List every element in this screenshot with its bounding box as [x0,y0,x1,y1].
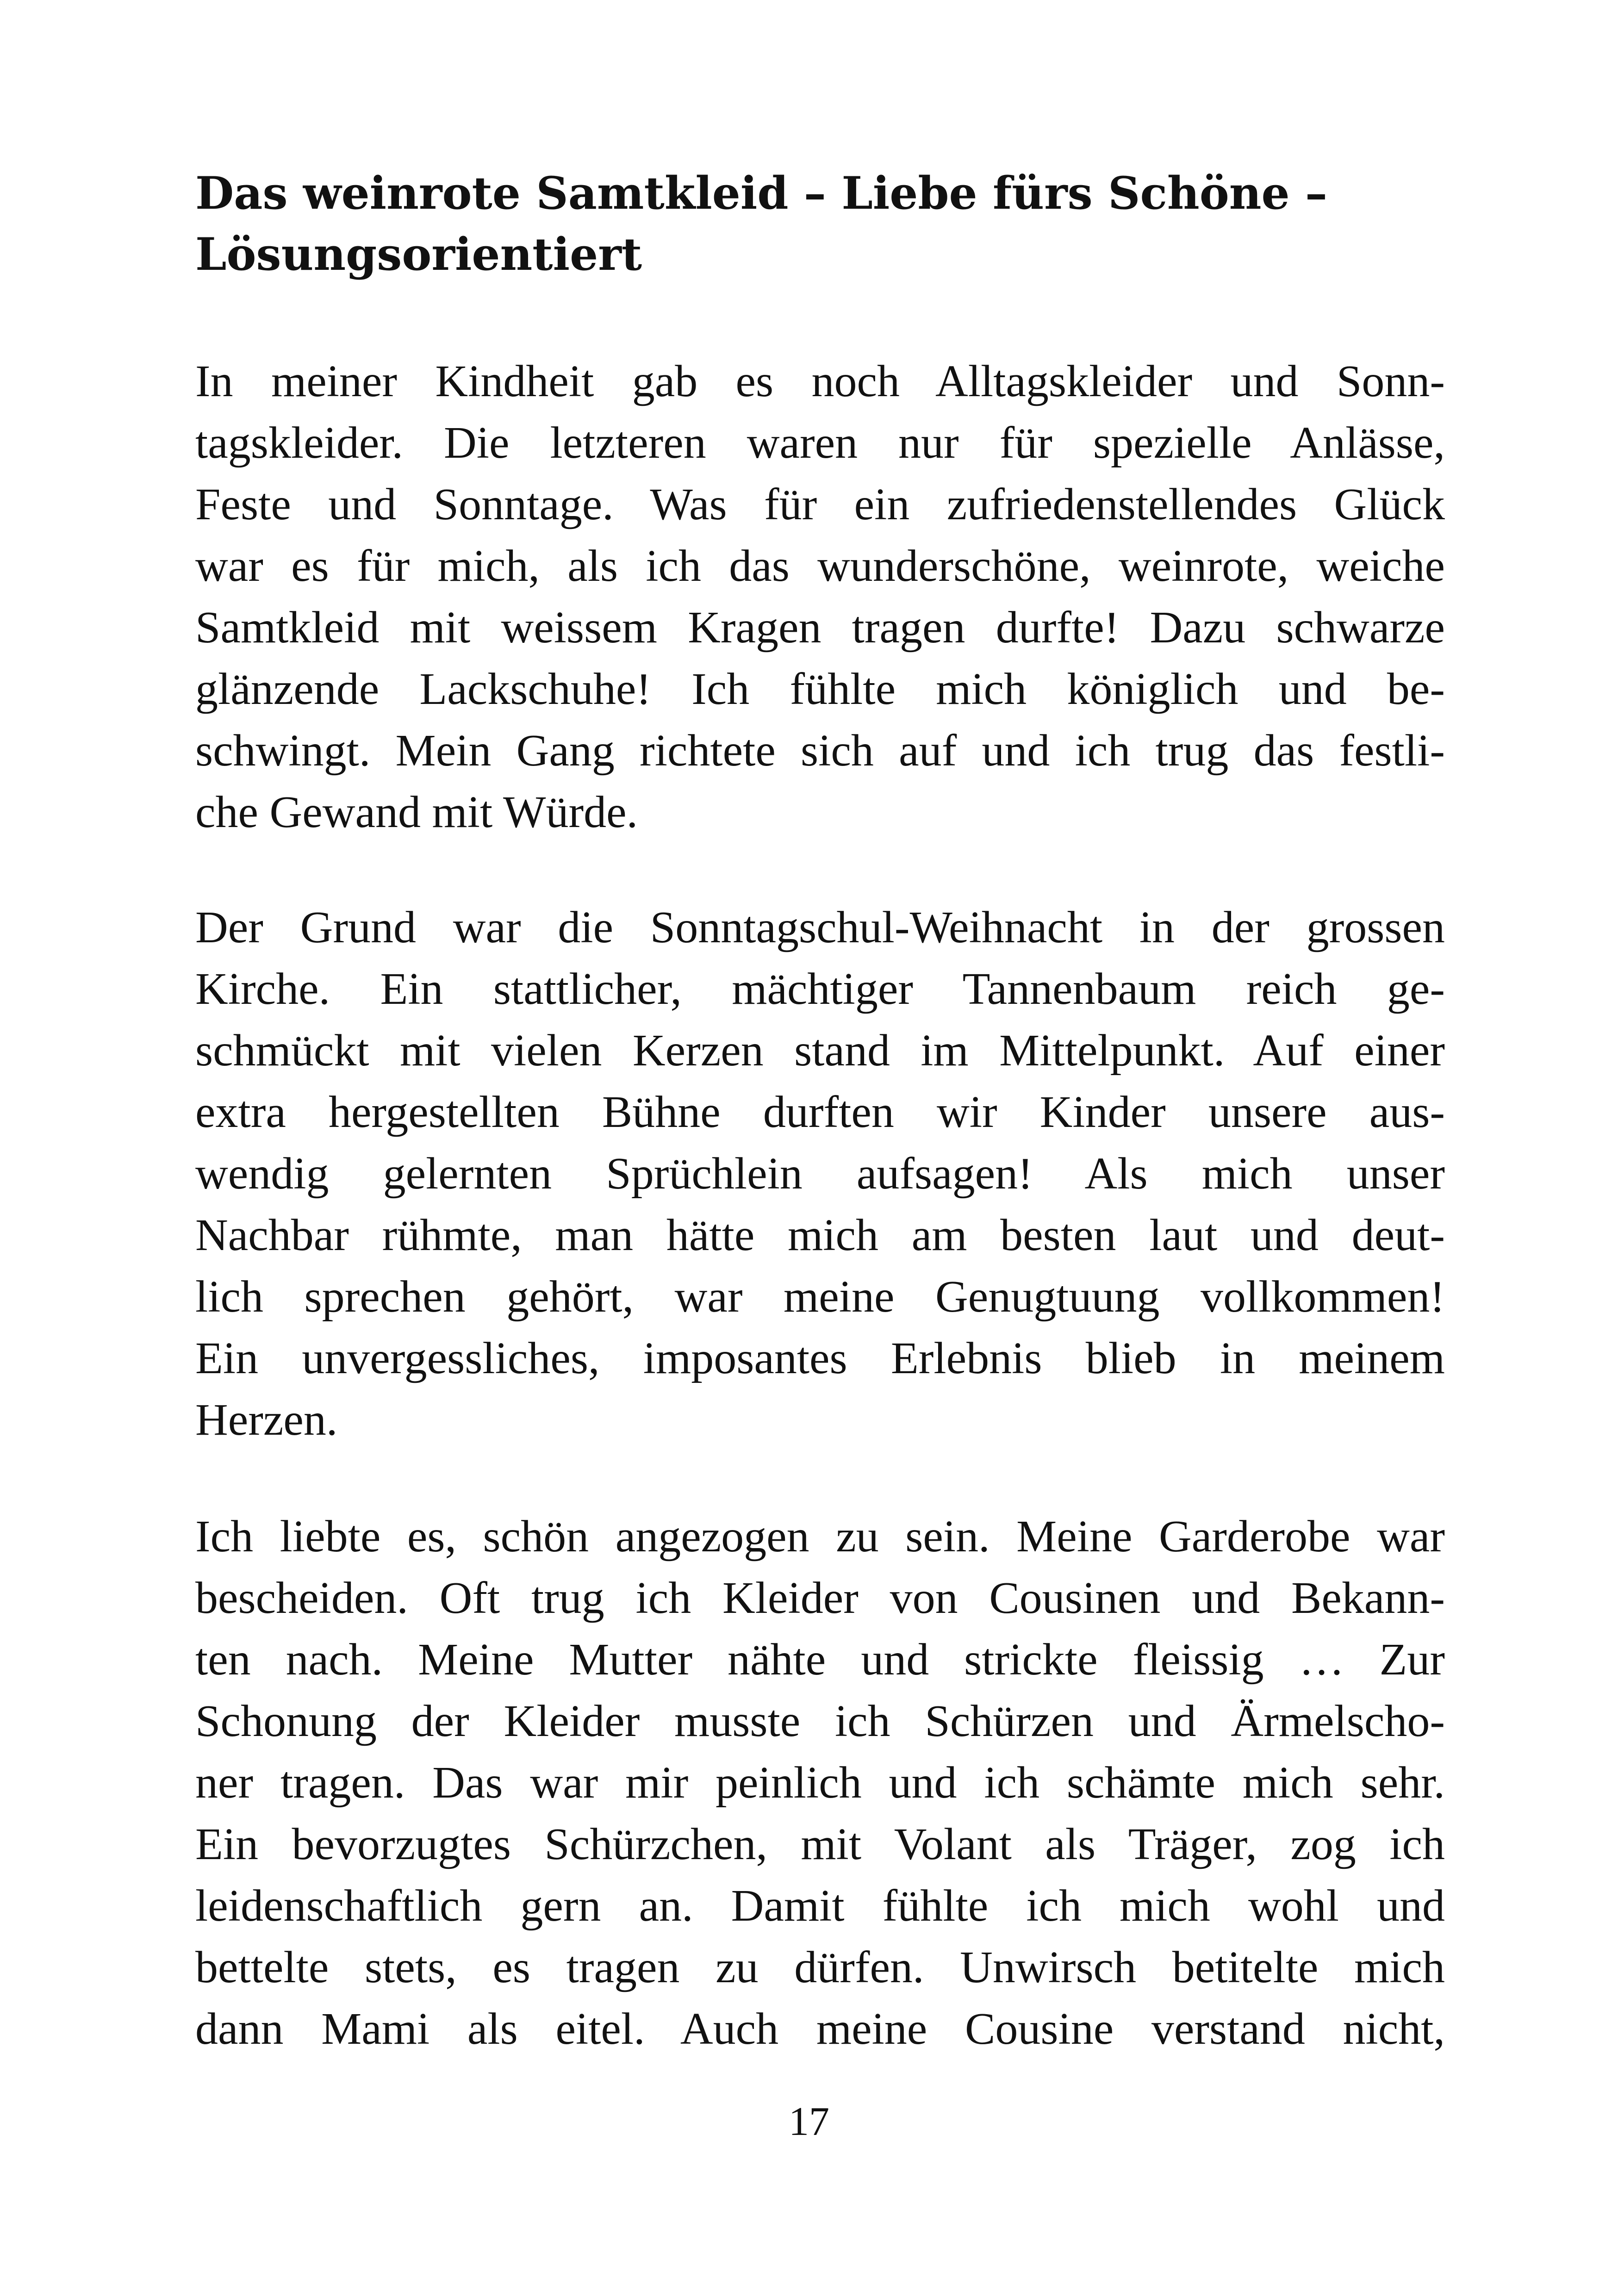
text-line: war es für mich, als ich das wunderschöne, weinrote, weiche [195,541,1445,591]
text-line: Ein unvergessliches, imposantes Erlebnis blieb in meinem [195,1333,1445,1383]
text-line: bescheiden. Oft trug ich Kleider von Cousinen und Bekann- [195,1573,1445,1623]
text-line: Schonung der Kleider musste ich Schürzen und Ärmelscho- [195,1696,1445,1746]
text-line: Kirche. Ein stattlicher, mächtiger Tannenbaum reich ge- [195,964,1445,1014]
text-line: leidenschaftlich gern an. Damit fühlte ich mich wohl und [195,1881,1445,1931]
text-line: schmückt mit vielen Kerzen stand im Mittelpunkt. Auf einer [195,1026,1445,1076]
text-line: tagskleider. Die letzteren waren nur für spezielle Anlässe, [195,418,1445,468]
chapter-heading [195,163,1445,285]
body-paragraph [195,1506,1445,2060]
text-line: ner tragen. Das war mir peinlich und ich schämte mich sehr. [195,1758,1445,1808]
text-line: Der Grund war die Sonntagschul-Weihnacht in der grossen [195,902,1445,952]
text-line: Herzen. [195,1395,338,1445]
text-line: Ich liebte es, schön angezogen zu sein. Meine Garderobe war [195,1512,1445,1562]
text-line: glänzende Lackschuhe! Ich fühlte mich königlich und be- [195,664,1445,714]
text-line: dann Mami als eitel. Auch meine Cousine verstand nicht, [195,2004,1445,2054]
chapter-heading-line: Lösungsorientiert [195,228,642,280]
text-line: extra hergestellten Bühne durften wir Kinder unsere aus- [195,1087,1445,1137]
chapter-heading-line: Das weinrote Samtkleid – Liebe fürs Schöne – [195,167,1328,219]
text-line: schwingt. Mein Gang richtete sich auf und ich trug das festli- [195,726,1445,776]
body-paragraph [195,351,1445,843]
text-line: ten nach. Meine Mutter nähte und strickte fleissig … Zur [195,1635,1445,1685]
body-paragraph [195,897,1445,1451]
text-line: Ein bevorzugtes Schürzchen, mit Volant als Träger, zog ich [195,1819,1445,1869]
text-line: che Gewand mit Würde. [195,787,638,837]
text-line: Nachbar rühmte, man hätte mich am besten laut und deut- [195,1210,1445,1260]
text-line: lich sprechen gehört, war meine Genugtuung vollkommen! [195,1272,1445,1322]
text-line: wendig gelernten Sprüchlein aufsagen! Als mich unser [195,1149,1445,1199]
text-line: Feste und Sonntage. Was für ein zufriedenstellendes Glück [195,479,1445,529]
text-line: In meiner Kindheit gab es noch Alltagskleider und Sonn- [195,356,1445,406]
text-line: bettelte stets, es tragen zu dürfen. Unwirsch betitelte mich [195,1942,1445,1992]
page-number: 17 [789,2099,829,2144]
text-line: Samtkleid mit weissem Kragen tragen durfte! Dazu schwarze [195,603,1445,653]
